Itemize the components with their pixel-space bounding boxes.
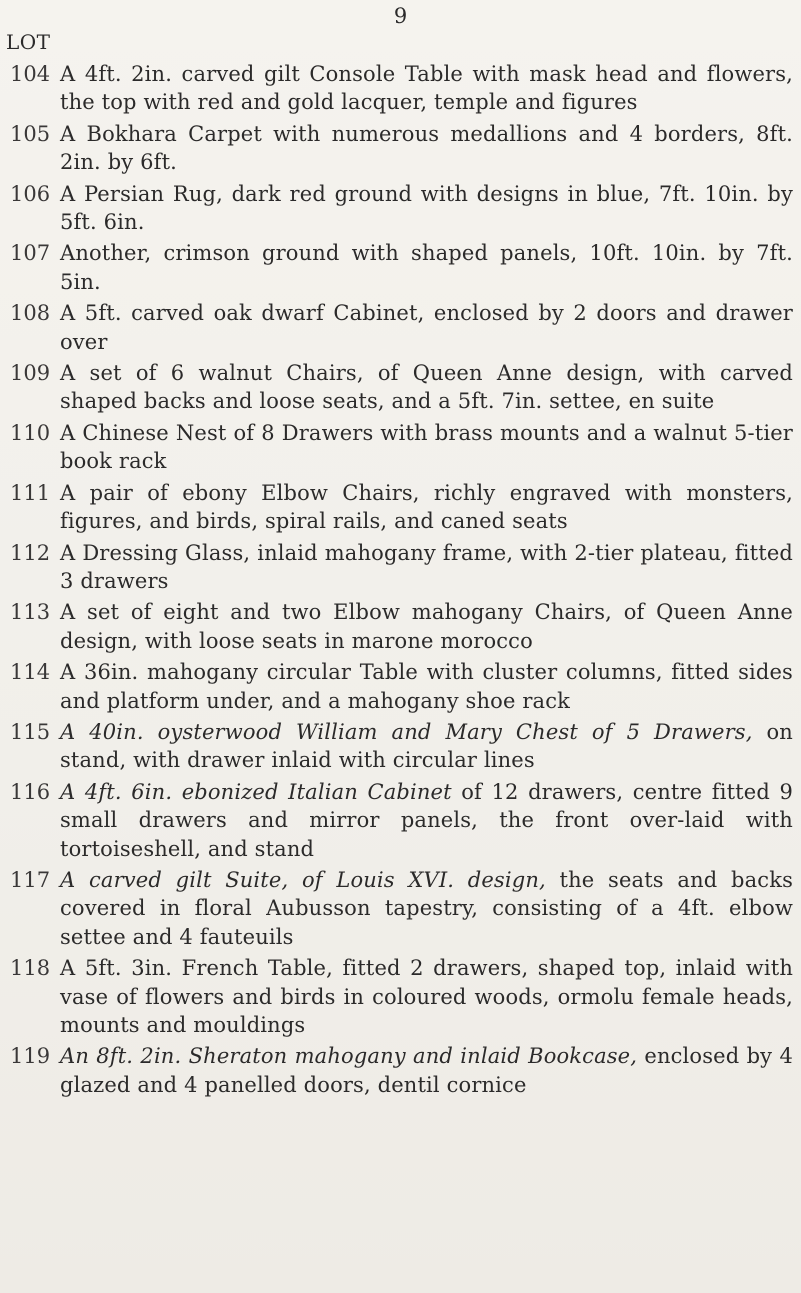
lot-entry <box>0 239 801 299</box>
lot-description: A 5ft. carved oak dwarf Cabinet, enclosed by 2 doors and drawer over <box>60 301 793 354</box>
lot-number: 118 <box>10 956 51 981</box>
lot-description-italic: A 4ft. 6in. ebonized Italian Cabinet <box>60 779 452 804</box>
lot-entry <box>0 120 801 180</box>
lot-number: 117 <box>10 867 51 892</box>
lot-description: A set of eight and two Elbow mahogany Chairs, of Queen Anne design, with loose seats in marone morocco <box>60 600 793 653</box>
lot-description-rest: on stand, with drawer inlaid with circular lines <box>60 719 793 773</box>
lot-number: 108 <box>10 301 51 326</box>
page-number: 9 <box>393 4 408 28</box>
lot-description: A 36in. mahogany circular Table with cluster columns, fitted sides and platform under, and a mahogany shoe rack <box>60 660 793 713</box>
lot-list <box>0 60 801 1102</box>
lot-description-rest: enclosed by 4 glazed and 4 panelled doors, dentil cornice <box>60 1044 794 1097</box>
lot-number: 104 <box>10 62 51 86</box>
lot-entry <box>0 299 801 359</box>
lot-description: A Persian Rug, dark red ground with designs in blue, 7ft. 10in. by 5ft. 6in. <box>60 181 793 235</box>
lot-description: A set of 6 walnut Chairs, of Queen Anne design, with carved shaped backs and loose seats, and a 5ft. 7in. settee, en suite <box>60 361 793 414</box>
lot-description: A Bokhara Carpet with numerous medallions and 4 borders, 8ft. 2in. by 6ft. <box>60 121 793 175</box>
lot-entry <box>0 658 801 718</box>
lot-entry <box>0 1042 801 1102</box>
lot-entry <box>0 778 801 866</box>
lot-number: 116 <box>10 779 51 804</box>
lot-entry <box>0 598 801 658</box>
lot-number: 106 <box>10 181 51 206</box>
lot-number: 114 <box>10 660 51 685</box>
lot-number: 115 <box>10 719 51 744</box>
lot-entry <box>0 866 801 954</box>
lot-description: A Dressing Glass, inlaid mahogany frame, with 2-tier plateau, fitted 3 drawers <box>60 540 793 593</box>
lot-number: 109 <box>10 361 51 386</box>
lot-description-italic: An 8ft. 2in. Sheraton mahogany and inlaid Bookcase, <box>60 1044 638 1069</box>
lot-description: A 5ft. 3in. French Table, fitted 2 drawers, shaped top, inlaid with vase of flowers and birds in coloured woods, ormolu female heads, mounts and mouldings <box>60 956 793 1037</box>
lot-entry <box>0 180 801 240</box>
lot-entry <box>0 718 801 778</box>
lot-entry <box>0 419 801 479</box>
lot-description: Another, crimson ground with shaped panels, 10ft. 10in. by 7ft. 5in. <box>60 241 793 294</box>
lot-entry <box>0 954 801 1042</box>
lot-number: 113 <box>10 600 51 625</box>
lot-entry <box>0 539 801 599</box>
lot-number: 119 <box>10 1044 51 1069</box>
lot-entry <box>0 359 801 419</box>
lot-entry <box>0 479 801 539</box>
lot-description <box>60 1042 793 1102</box>
lot-description-italic: A 40in. oysterwood William and Mary Chest of 5 Drawers, <box>60 719 753 744</box>
lot-column-header: LOT <box>6 30 51 54</box>
lot-description <box>60 778 793 866</box>
lot-entry <box>0 60 801 120</box>
lot-number: 107 <box>10 241 51 266</box>
lot-description-italic: A carved gilt Suite, of Louis XVI. design, <box>60 867 546 892</box>
lot-description <box>60 718 793 778</box>
lot-number: 111 <box>10 480 51 505</box>
lot-description <box>60 866 793 954</box>
lot-number: 112 <box>10 540 51 565</box>
lot-description: A pair of ebony Elbow Chairs, richly engraved with monsters, figures, and birds, spiral rails, and caned seats <box>60 480 793 534</box>
lot-number: 105 <box>10 121 51 146</box>
lot-description-rest: the seats and backs covered in floral Aubusson tapestry, consisting of a 4ft. elbow settee and 4 fauteuils <box>60 867 793 949</box>
lot-description: A Chinese Nest of 8 Drawers with brass mounts and a walnut 5-tier book rack <box>60 420 793 474</box>
lot-description: A 4ft. 2in. carved gilt Console Table with mask head and flowers, the top with red and gold lacquer, temple and figures <box>60 62 793 115</box>
lot-number: 110 <box>10 420 51 445</box>
lot-description-rest: of 12 drawers, centre fitted 9 small drawers and mirror panels, the front over-laid with tortoiseshell, and stand <box>60 779 793 861</box>
